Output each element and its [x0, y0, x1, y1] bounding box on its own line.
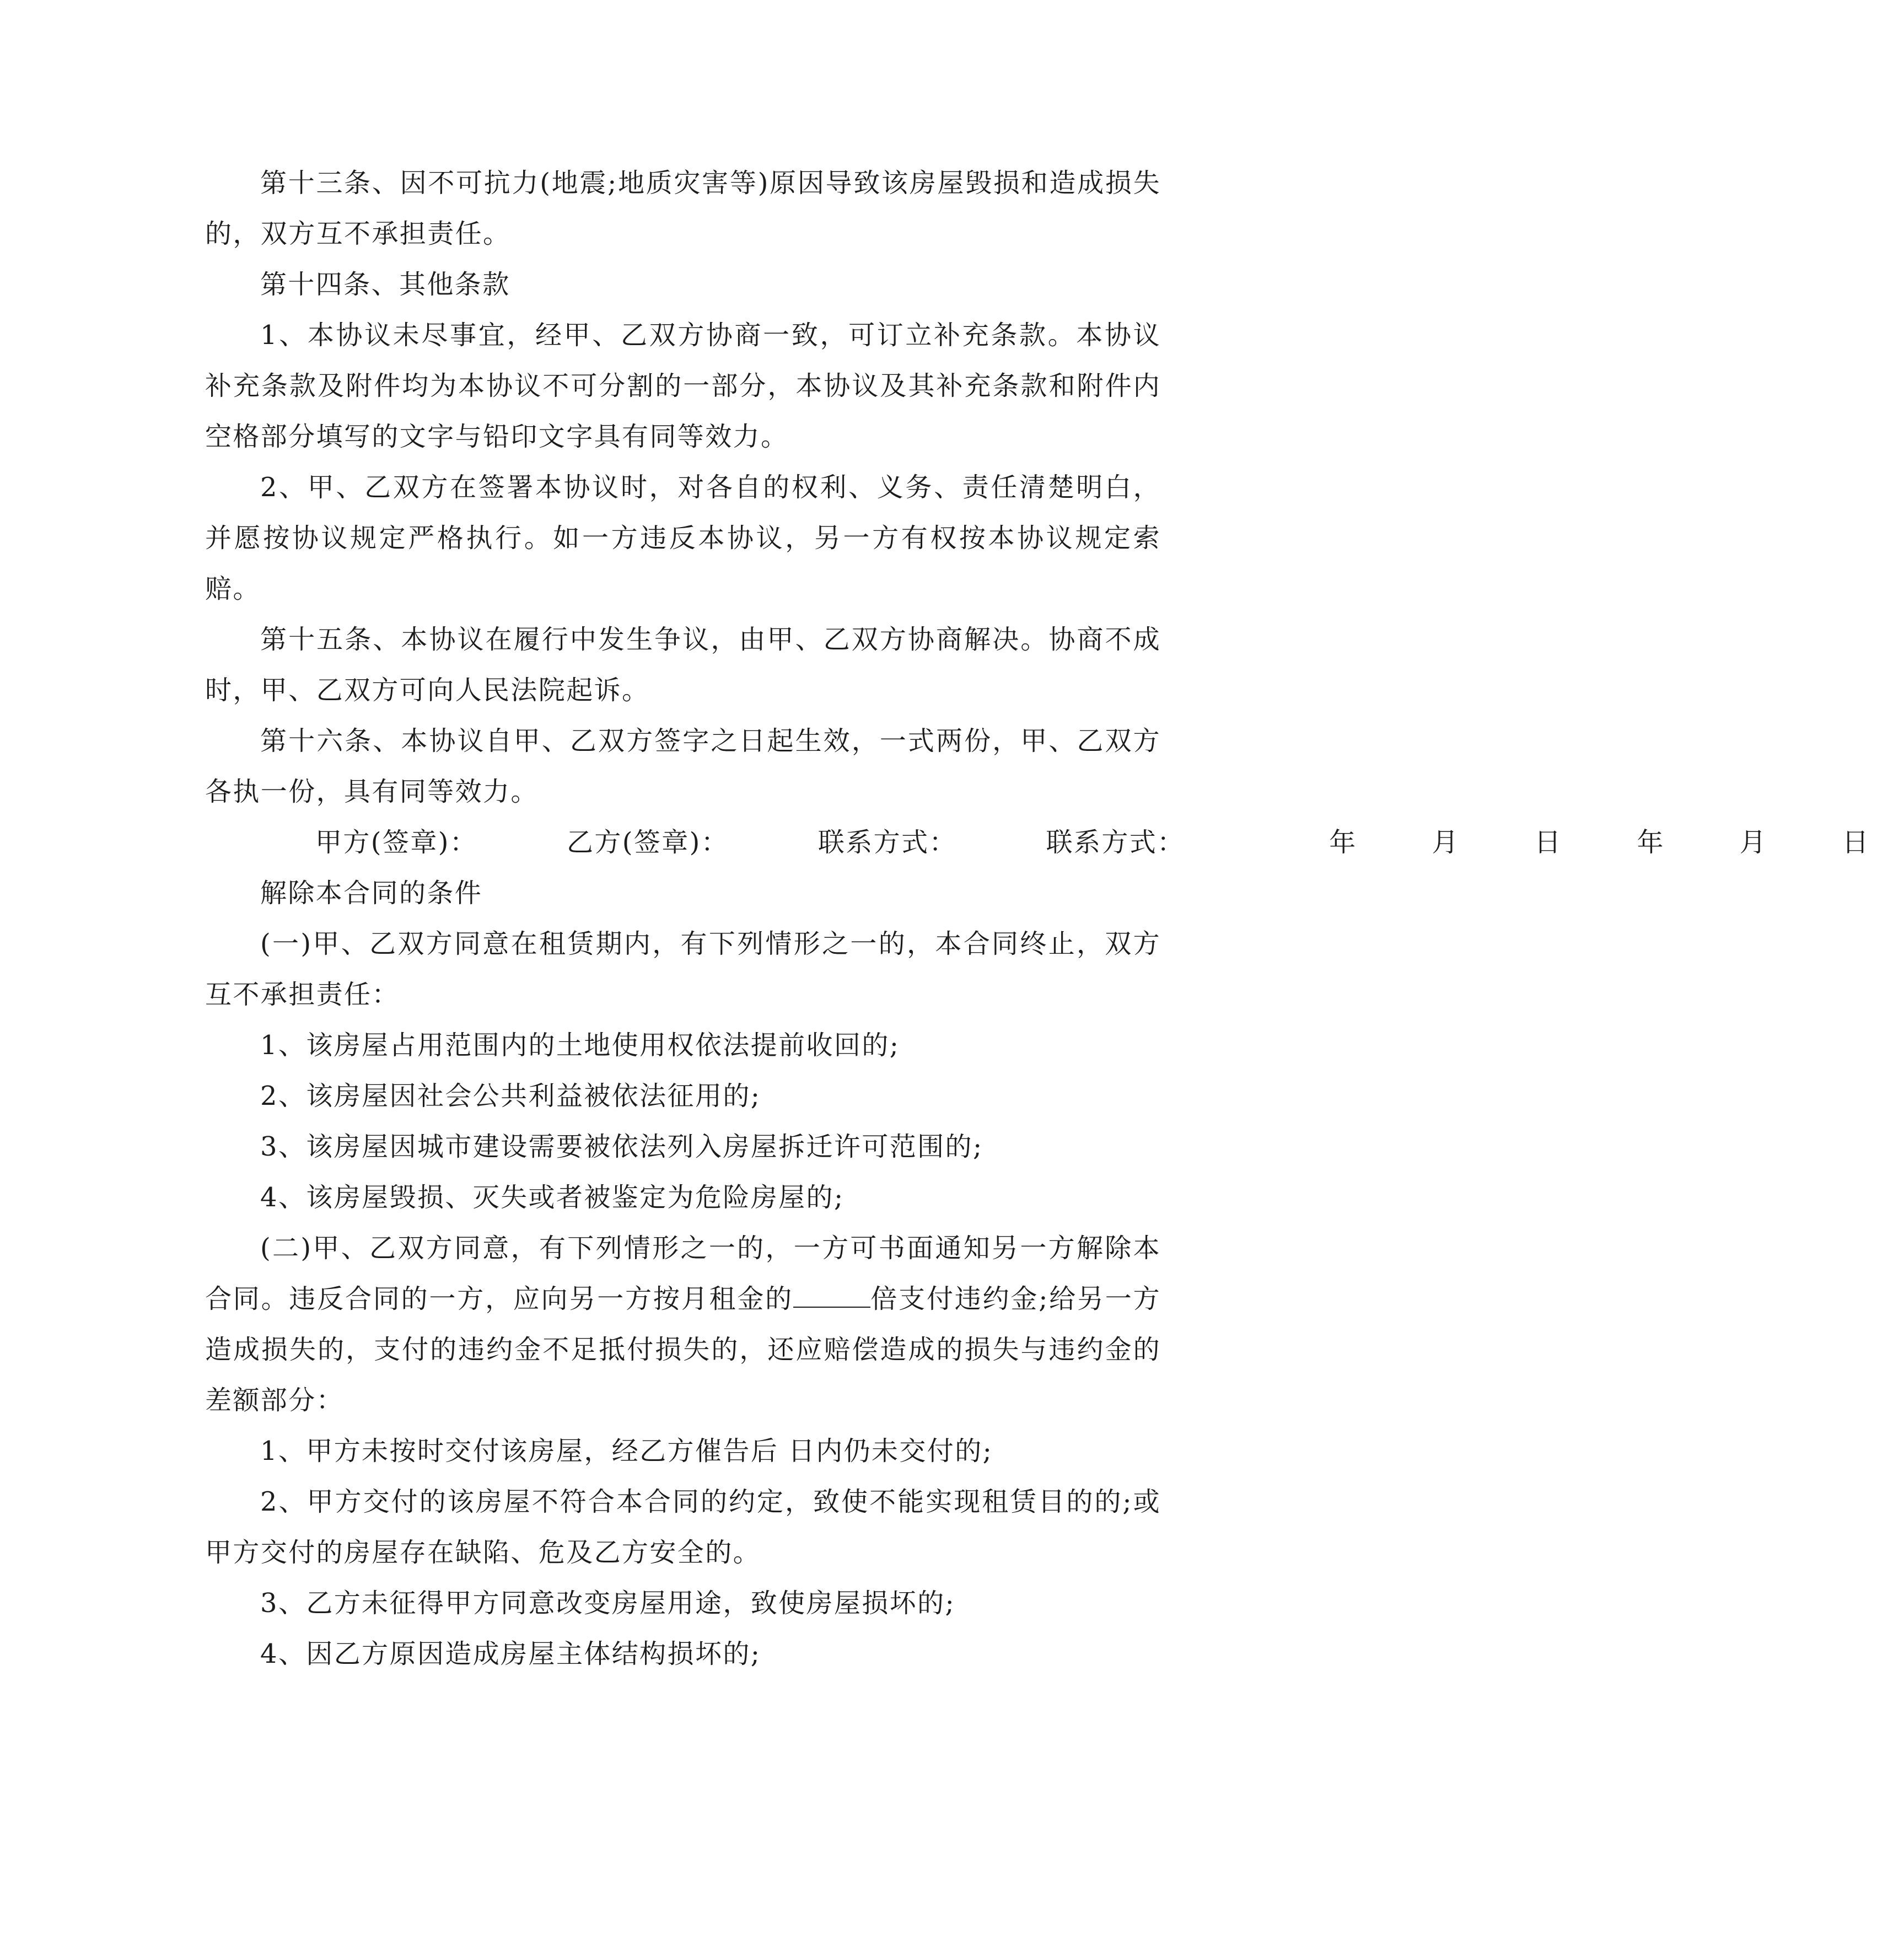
list-item-termination-2-2: 2、甲方交付的该房屋不符合本合同的约定，致使不能实现租赁目的的;或甲方交付的房屋存在缺陷、危及乙方安全的。 [205, 1486, 1161, 1568]
date-day-2: 日 [1842, 827, 1870, 858]
list-item-termination-2-4: 4、因乙方原因造成房屋主体结构损坏的; [260, 1638, 761, 1669]
heading-article-14: 第十四条、其他条款 [260, 269, 510, 300]
list-item-termination-1-3: 3、该房屋因城市建设需要被依法列入房屋拆迁许可范围的; [260, 1131, 983, 1162]
termination-2-text-before-blank: (二)甲、乙双方同意，有下列情形之一的，一方可书面通知另一方解除本合同。违反合同的一方，应向另一方按月租金的 [205, 1233, 1161, 1314]
party-a-signature-label: 甲方(签章)： [315, 827, 478, 858]
paragraph-article-14-item-1: 1、本协议未尽事宜，经甲、乙双方协商一致，可订立补充条款。本协议补充条款及附件均为本协议不可分割的一部分，本协议及其补充条款和附件内空格部分填写的文字与铅印文字具有同等效力。 [205, 320, 1161, 452]
list-item-termination-1-2: 2、该房屋因社会公共利益被依法征用的; [260, 1081, 761, 1111]
date-month-2: 月 [1739, 827, 1767, 858]
party-b-contact-label: 联系方式： [1046, 827, 1185, 858]
list-item-termination-1-1: 1、该房屋占用范围内的土地使用权依法提前收回的; [260, 1030, 900, 1061]
heading-termination-conditions: 解除本合同的条件 [260, 878, 483, 909]
signature-line [205, 817, 1870, 868]
list-item-termination-1-4: 4、该房屋毁损、灭失或者被鉴定为危险房屋的; [260, 1182, 845, 1213]
paragraph-termination-1: (一)甲、乙双方同意在租赁期内，有下列情形之一的，本合同终止，双方互不承担责任： [205, 928, 1161, 1010]
date-year-2: 年 [1637, 827, 1665, 858]
penalty-multiplier-blank [793, 1285, 870, 1308]
date-year-1: 年 [1329, 827, 1357, 858]
date-month-1: 月 [1432, 827, 1460, 858]
paragraph-article-16: 第十六条、本协议自甲、乙双方签字之日起生效，一式两份，甲、乙双方各执一份，具有同等效力。 [205, 726, 1161, 807]
party-a-contact-label: 联系方式： [817, 827, 957, 858]
document-body [205, 158, 1870, 1679]
paragraph-termination-2 [205, 1223, 1161, 1426]
party-b-signature-label: 乙方(签章)： [566, 827, 729, 858]
list-item-termination-2-1: 1、甲方未按时交付该房屋，经乙方催告后 日内仍未交付的; [260, 1436, 993, 1466]
termination-2-text-after-blank: 倍支付违约金;给另一方造成损失的，支付的违约金不足抵付损失的，还应赔偿造成的损失与违约金的差额部分： [205, 1283, 1161, 1416]
date-day-1: 日 [1534, 827, 1562, 858]
signature-dates [1219, 817, 1880, 868]
paragraph-article-15: 第十五条、本协议在履行中发生争议，由甲、乙双方协商解决。协商不成时，甲、乙双方可向人民法院起诉。 [205, 624, 1161, 706]
list-item-termination-2-3: 3、乙方未征得甲方同意改变房屋用途，致使房屋损坏的; [260, 1588, 956, 1619]
paragraph-article-13: 第十三条、因不可抗力(地震;地质灾害等)原因导致该房屋毁损和造成损失的，双方互不承担责任。 [205, 168, 1161, 249]
paragraph-article-14-item-2: 2、甲、乙双方在签署本协议时，对各自的权利、义务、责任清楚明白，并愿按协议规定严格执行。如一方违反本协议，另一方有权按本协议规定索赔。 [205, 472, 1161, 604]
